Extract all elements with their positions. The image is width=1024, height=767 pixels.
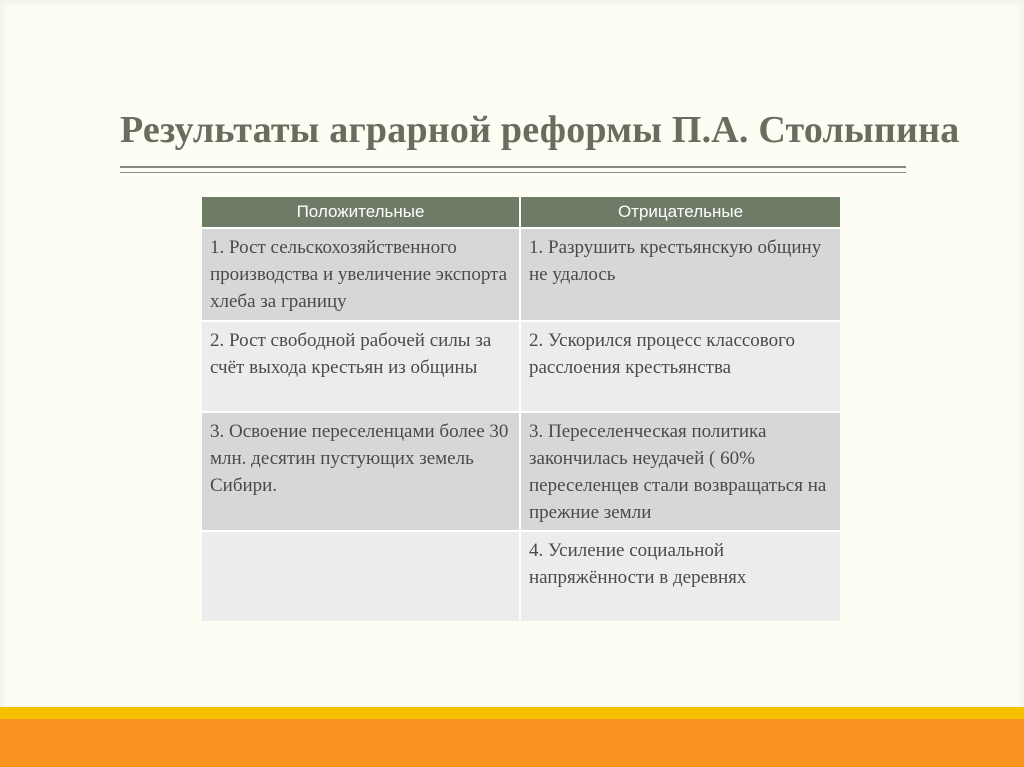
results-table [202, 197, 840, 621]
positive-cell: 2. Рост свободной рабочей силы за счёт выхода крестьян из общины [202, 321, 520, 412]
positive-cell [202, 531, 520, 621]
table-header-row [202, 197, 840, 228]
positive-cell: 1. Рост сельскохозяйственного производства и увеличение экспорта хлеба за границу [202, 228, 520, 321]
footer-accent-orange [0, 719, 1024, 767]
title-underline [120, 166, 906, 168]
negative-cell: 4. Усиление социальной напряжённости в деревнях [520, 531, 840, 621]
title-underline-thin [120, 172, 906, 173]
negative-cell: 2. Ускорился процесс классового расслоения крестьянства [520, 321, 840, 412]
header-negative: Отрицательные [520, 197, 840, 228]
table-row [202, 321, 840, 412]
slide-title: Результаты аграрной реформы П.А. Столыпина [120, 109, 960, 151]
table-row [202, 531, 840, 621]
header-positive: Положительные [202, 197, 520, 228]
negative-cell: 1. Разрушить крестьянскую общину не удалось [520, 228, 840, 321]
table-row [202, 412, 840, 531]
table-row [202, 228, 840, 321]
footer-accent-yellow [0, 707, 1024, 719]
positive-cell: 3. Освоение переселенцами более 30 млн. десятин пустующих земель Сибири. [202, 412, 520, 531]
negative-cell: 3. Переселенческая политика закончилась неудачей ( 60% переселенцев стали возвращаться на прежние земли [520, 412, 840, 531]
